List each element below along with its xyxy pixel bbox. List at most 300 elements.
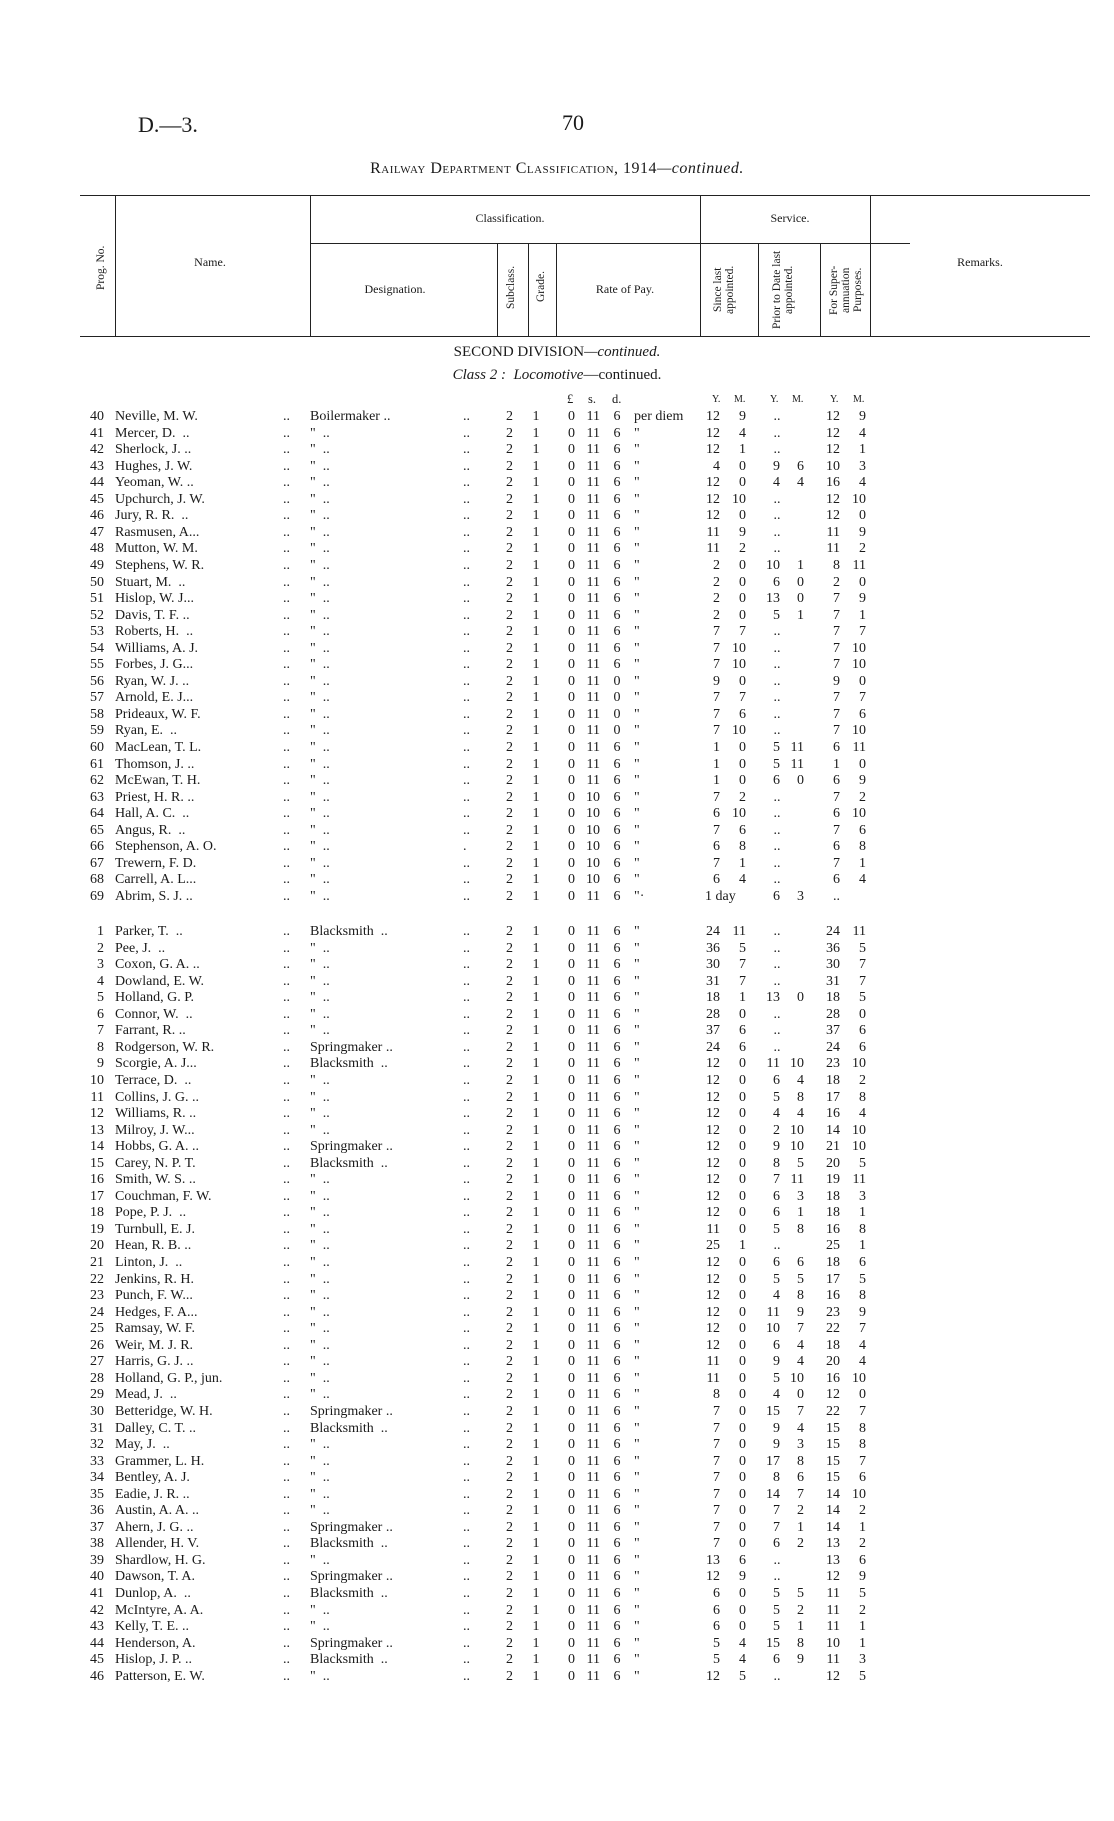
cell-sub: 2 xyxy=(506,1089,513,1105)
cell-s: 11 xyxy=(586,1321,600,1337)
cell-sub: 2 xyxy=(506,657,513,673)
cell-y3: .. xyxy=(833,888,840,904)
cell-y1: 11 xyxy=(706,1354,720,1370)
cell-s: 11 xyxy=(586,673,600,689)
cell-des: " .. xyxy=(310,1089,330,1105)
cell-m2: 2 xyxy=(797,1536,804,1552)
cell-nd: .. xyxy=(283,822,290,838)
cell-d: 0 xyxy=(613,690,621,706)
cell-suf: " xyxy=(634,1271,640,1287)
cell-nd: .. xyxy=(283,1470,290,1486)
cell-d: 6 xyxy=(613,1072,621,1088)
cell-y3: 30 xyxy=(826,957,840,973)
page-title xyxy=(0,160,1114,178)
cell-m1: 0 xyxy=(739,1503,746,1519)
cell-m2: 0 xyxy=(797,574,804,590)
cell-l: 0 xyxy=(568,673,575,689)
cell-m1: 0 xyxy=(739,1387,746,1403)
cell-y1: 5 xyxy=(713,1652,720,1668)
cell-y1: 18 xyxy=(706,990,720,1006)
cell-suf: " xyxy=(634,1139,640,1155)
table-row xyxy=(0,1470,1114,1487)
cell-grd: 1 xyxy=(532,690,540,706)
cell-grd: 1 xyxy=(532,855,540,871)
unit-pounds: £ xyxy=(567,392,574,406)
cell-l: 0 xyxy=(568,1271,575,1287)
cell-m3: 3 xyxy=(859,458,866,474)
cell-m3: 1 xyxy=(859,1635,866,1651)
cell-l: 0 xyxy=(568,756,575,772)
cell-no: 36 xyxy=(90,1503,104,1519)
cell-suf: " xyxy=(634,1403,640,1419)
cell-suf: " xyxy=(634,1089,640,1105)
cell-m3: 9 xyxy=(859,409,866,424)
cell-y3: 10 xyxy=(826,458,840,474)
cell-name: May, J. .. xyxy=(115,1437,170,1453)
cell-s: 11 xyxy=(586,491,600,507)
cell-name: Yeoman, W. .. xyxy=(115,475,194,491)
cell-s: 11 xyxy=(586,1221,600,1237)
cell-m1: 10 xyxy=(732,491,746,507)
cell-name: Dawson, T. A. xyxy=(115,1569,195,1585)
cell-s: 11 xyxy=(586,1106,600,1122)
empty-marker: .. xyxy=(773,425,781,441)
cell-des: " .. xyxy=(310,491,330,507)
cell-no: 17 xyxy=(90,1188,104,1204)
cell-name: Bentley, A. J. xyxy=(115,1470,190,1486)
cell-m1: 0 xyxy=(739,1006,746,1022)
cell-grd: 1 xyxy=(532,806,540,822)
cell-m3: 8 xyxy=(859,1437,866,1453)
cell-grd: 1 xyxy=(532,1089,540,1105)
cell-y1: 13 xyxy=(706,1552,720,1568)
cell-m2: 10 xyxy=(790,1370,804,1386)
cell-y3: 14 xyxy=(826,1503,840,1519)
cell-y3: 17 xyxy=(826,1089,840,1105)
cell-l: 0 xyxy=(568,1635,575,1651)
empty-marker: .. xyxy=(773,657,781,673)
header-since-last: Since last appointed. xyxy=(712,265,736,315)
cell-no: 48 xyxy=(90,541,104,557)
cell-nd: .. xyxy=(283,1321,290,1337)
cell-sub: 2 xyxy=(506,524,513,540)
cell-y1: 12 xyxy=(706,1155,720,1171)
cell-sub: 2 xyxy=(506,557,513,573)
cell-y3: 12 xyxy=(826,491,840,507)
cell-m2: 5 xyxy=(797,1586,804,1601)
cell-name: Kelly, T. E. .. xyxy=(115,1619,190,1635)
cell-s: 11 xyxy=(586,1519,600,1535)
cell-s: 11 xyxy=(586,1006,600,1022)
cell-y3: 7 xyxy=(833,607,840,623)
cell-y1: 11 xyxy=(706,1221,720,1237)
cell-s: 11 xyxy=(586,1652,600,1668)
cell-grd: 1 xyxy=(532,756,540,772)
cell-nd: .. xyxy=(283,640,290,656)
cell-d: 6 xyxy=(613,1089,621,1105)
table-row xyxy=(0,1553,1114,1570)
cell-m3: 7 xyxy=(859,1321,866,1337)
cell-d: 6 xyxy=(613,1652,621,1668)
cell-name: Allender, H. V. xyxy=(115,1536,200,1552)
cell-suf: " xyxy=(634,1304,640,1320)
cell-m1: 0 xyxy=(739,1188,746,1204)
cell-grd: 1 xyxy=(532,924,540,939)
cell-m2: 10 xyxy=(790,1122,804,1138)
cell-m2: 1 xyxy=(797,1619,804,1635)
cell-dd: .. xyxy=(463,541,470,557)
cell-m3: 2 xyxy=(859,1503,866,1519)
cell-sub: 2 xyxy=(506,1271,513,1287)
cell-suf: " xyxy=(634,1569,640,1585)
cell-dd: .. xyxy=(463,1652,470,1668)
cell-l: 0 xyxy=(568,888,575,904)
cell-m3: 7 xyxy=(859,1453,866,1469)
cell-y1: 6 xyxy=(713,806,720,822)
cell-d: 6 xyxy=(613,409,621,424)
cell-name: Neville, M. W. xyxy=(115,409,198,424)
cell-s: 11 xyxy=(586,1453,600,1469)
empty-marker: .. xyxy=(773,1023,781,1039)
cell-d: 6 xyxy=(613,756,621,772)
cell-y3: 28 xyxy=(826,1006,840,1022)
cell-s: 11 xyxy=(586,1139,600,1155)
table-row xyxy=(0,1669,1114,1686)
cell-l: 0 xyxy=(568,409,575,424)
cell-m1: 6 xyxy=(739,1023,746,1039)
cell-y1: 11 xyxy=(706,541,720,557)
cell-nd: .. xyxy=(283,973,290,989)
cell-nd: .. xyxy=(283,607,290,623)
empty-marker: .. xyxy=(773,1552,781,1568)
cell-d: 6 xyxy=(613,855,621,871)
cell-dd: .. xyxy=(463,1072,470,1088)
cell-name: Ryan, W. J. .. xyxy=(115,673,190,689)
cell-des: " .. xyxy=(310,458,330,474)
cell-nd: .. xyxy=(283,1387,290,1403)
cell-m1: 0 xyxy=(739,1288,746,1304)
cell-sub: 2 xyxy=(506,1006,513,1022)
cell-y1: 11 xyxy=(706,524,720,540)
cell-name: Carrell, A. L... xyxy=(115,872,197,888)
cell-name: Smith, W. S. .. xyxy=(115,1172,196,1188)
cell-m1: 4 xyxy=(739,425,746,441)
cell-sub: 2 xyxy=(506,425,513,441)
empty-marker: .. xyxy=(773,508,781,524)
cell-y3: 6 xyxy=(833,773,840,789)
cell-name: Pope, P. J. .. xyxy=(115,1205,187,1221)
cell-l: 0 xyxy=(568,1337,575,1353)
cell-name: Hislop, J. P. .. xyxy=(115,1652,193,1668)
cell-y1: 2 xyxy=(713,574,720,590)
cell-dd: .. xyxy=(463,1288,470,1304)
cell-name: Henderson, A. xyxy=(115,1635,196,1651)
cell-no: 5 xyxy=(97,990,104,1006)
cell-d: 6 xyxy=(613,839,621,855)
cell-d: 6 xyxy=(613,541,621,557)
cell-s: 11 xyxy=(586,475,600,491)
cell-l: 0 xyxy=(568,1420,575,1436)
cell-m1: 0 xyxy=(739,1403,746,1419)
cell-y3: 1 xyxy=(833,756,840,772)
cell-nd: .. xyxy=(283,1106,290,1122)
table-row xyxy=(0,508,1114,525)
empty-marker: .. xyxy=(773,1668,781,1684)
cell-y2: 6 xyxy=(773,1205,780,1221)
cell-d: 6 xyxy=(613,1519,621,1535)
cell-name: Jury, R. R. .. xyxy=(115,508,189,524)
cell-grd: 1 xyxy=(532,1337,540,1353)
cell-des: " .. xyxy=(310,557,330,573)
cell-suf: " xyxy=(634,990,640,1006)
cell-nd: .. xyxy=(283,723,290,739)
cell-dd: .. xyxy=(463,1188,470,1204)
cell-y3: 24 xyxy=(826,924,840,939)
cell-m3: 9 xyxy=(859,524,866,540)
cell-s: 10 xyxy=(586,806,600,822)
cell-suf: " xyxy=(634,607,640,623)
cell-m3: 2 xyxy=(859,789,866,805)
cell-sub: 2 xyxy=(506,1519,513,1535)
cell-grd: 1 xyxy=(532,574,540,590)
cell-dd: .. xyxy=(463,1503,470,1519)
cell-sub: 2 xyxy=(506,1023,513,1039)
cell-s: 11 xyxy=(586,723,600,739)
unit-shillings: s. xyxy=(588,392,596,406)
cell-l: 0 xyxy=(568,1619,575,1635)
cell-dd: .. xyxy=(463,690,470,706)
cell-sub: 2 xyxy=(506,508,513,524)
cell-no: 28 xyxy=(90,1370,104,1386)
cell-d: 6 xyxy=(613,990,621,1006)
empty-marker: .. xyxy=(773,924,781,939)
class-label: Class 2 : xyxy=(452,367,506,383)
cell-m3: 1 xyxy=(859,1205,866,1221)
cell-no: 58 xyxy=(90,706,104,722)
cell-grd: 1 xyxy=(532,1354,540,1370)
cell-m1: 0 xyxy=(739,574,746,590)
cell-dd: .. xyxy=(463,924,470,939)
cell-sub: 2 xyxy=(506,409,513,424)
cell-name: Davis, T. F. .. xyxy=(115,607,190,623)
cell-m2: 8 xyxy=(797,1221,804,1237)
cell-sub: 2 xyxy=(506,624,513,640)
cell-suf: " xyxy=(634,524,640,540)
cell-y2: 9 xyxy=(773,1437,780,1453)
cell-name: Williams, R. .. xyxy=(115,1106,197,1122)
cell-y1: 8 xyxy=(713,1387,720,1403)
cell-m2: 11 xyxy=(790,756,804,772)
cell-y2: 7 xyxy=(773,1519,780,1535)
cell-s: 11 xyxy=(586,640,600,656)
cell-des: " .. xyxy=(310,872,330,888)
cell-m1: 0 xyxy=(739,1072,746,1088)
table-row xyxy=(0,624,1114,641)
table-row xyxy=(0,924,1114,941)
cell-y1: 7 xyxy=(713,723,720,739)
cell-grd: 1 xyxy=(532,1586,540,1601)
cell-no: 23 xyxy=(90,1288,104,1304)
cell-grd: 1 xyxy=(532,1155,540,1171)
cell-y1: 12 xyxy=(706,1089,720,1105)
cell-m1: 7 xyxy=(739,624,746,640)
table-row xyxy=(0,1586,1114,1603)
cell-nd: .. xyxy=(283,442,290,458)
cell-d: 6 xyxy=(613,557,621,573)
cell-nd: .. xyxy=(283,1337,290,1353)
cell-y2: 7 xyxy=(773,1503,780,1519)
cell-y3: 18 xyxy=(826,1255,840,1270)
cell-s: 10 xyxy=(586,822,600,838)
cell-no: 43 xyxy=(90,1619,104,1635)
cell-m1: 0 xyxy=(739,607,746,623)
cell-d: 6 xyxy=(613,607,621,623)
cell-l: 0 xyxy=(568,1106,575,1122)
cell-suf: " xyxy=(634,723,640,739)
cell-no: 44 xyxy=(90,475,104,491)
cell-sub: 2 xyxy=(506,822,513,838)
cell-name: Coxon, G. A. .. xyxy=(115,957,200,973)
cell-name: Angus, R. .. xyxy=(115,822,186,838)
cell-d: 6 xyxy=(613,574,621,590)
cell-sub: 2 xyxy=(506,1453,513,1469)
cell-s: 11 xyxy=(586,924,600,939)
cell-name: Upchurch, J. W. xyxy=(115,491,205,507)
cell-s: 11 xyxy=(586,442,600,458)
cell-y2: 6 xyxy=(773,1652,780,1668)
cell-y1: 12 xyxy=(706,1205,720,1221)
cell-sub: 2 xyxy=(506,458,513,474)
cell-name: Patterson, E. W. xyxy=(115,1668,205,1684)
cell-suf: " xyxy=(634,1486,640,1502)
cell-sub: 2 xyxy=(506,855,513,871)
cell-nd: .. xyxy=(283,1122,290,1138)
cell-d: 6 xyxy=(613,1668,621,1684)
cell-dd: . xyxy=(463,839,467,855)
cell-sub: 2 xyxy=(506,1387,513,1403)
cell-l: 0 xyxy=(568,1387,575,1403)
cell-grd: 1 xyxy=(532,1321,540,1337)
cell-m1: 0 xyxy=(739,740,746,755)
cell-m3: 5 xyxy=(859,1586,866,1601)
cell-y3: 6 xyxy=(833,740,840,755)
empty-marker: .. xyxy=(773,723,781,739)
cell-des: " .. xyxy=(310,1387,330,1403)
cell-suf: " xyxy=(634,1155,640,1171)
cell-sub: 2 xyxy=(506,1619,513,1635)
cell-sub: 2 xyxy=(506,1321,513,1337)
cell-dd: .. xyxy=(463,1403,470,1419)
cell-suf: " xyxy=(634,425,640,441)
cell-y1: 7 xyxy=(713,1486,720,1502)
cell-d: 6 xyxy=(613,924,621,939)
cell-y3: 7 xyxy=(833,624,840,640)
cell-m3: 4 xyxy=(859,425,866,441)
cell-no: 69 xyxy=(90,888,104,904)
cell-name: Pee, J. .. xyxy=(115,940,166,956)
cell-d: 6 xyxy=(613,1387,621,1403)
cell-des: " .. xyxy=(310,1221,330,1237)
cell-y3: 7 xyxy=(833,855,840,871)
cell-suf: " xyxy=(634,557,640,573)
empty-marker: .. xyxy=(773,973,781,989)
cell-m3: 5 xyxy=(859,1668,866,1684)
table-row xyxy=(0,409,1114,426)
cell-grd: 1 xyxy=(532,1486,540,1502)
cell-y3: 16 xyxy=(826,1288,840,1304)
cell-suf: " xyxy=(634,442,640,458)
cell-y3: 23 xyxy=(826,1056,840,1072)
cell-d: 6 xyxy=(613,1370,621,1386)
cell-l: 0 xyxy=(568,1072,575,1088)
cell-m2: 8 xyxy=(797,1089,804,1105)
cell-des: " .. xyxy=(310,1023,330,1039)
cell-des: Blacksmith .. xyxy=(310,924,388,939)
table-row xyxy=(0,1056,1114,1073)
cell-m1: 6 xyxy=(739,1039,746,1055)
cell-y3: 17 xyxy=(826,1271,840,1287)
cell-name: Forbes, J. G... xyxy=(115,657,194,673)
cell-s: 11 xyxy=(586,940,600,956)
cell-y1: 12 xyxy=(706,1188,720,1204)
header-remarks: Remarks. xyxy=(957,255,1003,269)
cell-suf: " xyxy=(634,940,640,956)
cell-s: 11 xyxy=(586,1437,600,1453)
cell-name: Prideaux, W. F. xyxy=(115,706,201,722)
unit-years: Y. xyxy=(712,394,721,405)
cell-name: Hobbs, G. A. .. xyxy=(115,1139,200,1155)
cell-nd: .. xyxy=(283,1023,290,1039)
cell-suf: " xyxy=(634,706,640,722)
cell-nd: .. xyxy=(283,1255,290,1270)
cell-m3: 3 xyxy=(859,1188,866,1204)
cell-sub: 2 xyxy=(506,1569,513,1585)
cell-l: 0 xyxy=(568,1255,575,1270)
cell-grd: 1 xyxy=(532,508,540,524)
cell-name: Weir, M. J. R. xyxy=(115,1337,194,1353)
cell-m3: 11 xyxy=(852,1172,866,1188)
cell-m3: 1 xyxy=(859,607,866,623)
cell-des: Blacksmith .. xyxy=(310,1536,388,1552)
cell-grd: 1 xyxy=(532,1437,540,1453)
cell-y1: 12 xyxy=(706,1122,720,1138)
division-heading xyxy=(0,344,1114,361)
cell-nd: .. xyxy=(283,806,290,822)
cell-no: 45 xyxy=(90,1652,104,1668)
cell-name: Ryan, E. .. xyxy=(115,723,178,739)
table-row xyxy=(0,856,1114,873)
cell-l: 0 xyxy=(568,1437,575,1453)
cell-y1: 2 xyxy=(713,591,720,607)
cell-y3: 6 xyxy=(833,806,840,822)
cell-y2: 9 xyxy=(773,1354,780,1370)
table-row xyxy=(0,1123,1114,1140)
cell-no: 26 xyxy=(90,1337,104,1353)
cell-s: 11 xyxy=(586,1122,600,1138)
cell-d: 6 xyxy=(613,442,621,458)
cell-nd: .. xyxy=(283,1668,290,1684)
cell-l: 0 xyxy=(568,1172,575,1188)
cell-name: Abrim, S. J. .. xyxy=(115,888,193,904)
cell-m1: 0 xyxy=(739,1586,746,1601)
cell-y2: 6 xyxy=(773,574,780,590)
table-row xyxy=(0,674,1114,691)
cell-nd: .. xyxy=(283,924,290,939)
cell-y1: 1 xyxy=(713,740,720,755)
cell-name: Linton, J. .. xyxy=(115,1255,183,1270)
cell-suf: " xyxy=(634,508,640,524)
cell-m1: 0 xyxy=(739,1056,746,1072)
